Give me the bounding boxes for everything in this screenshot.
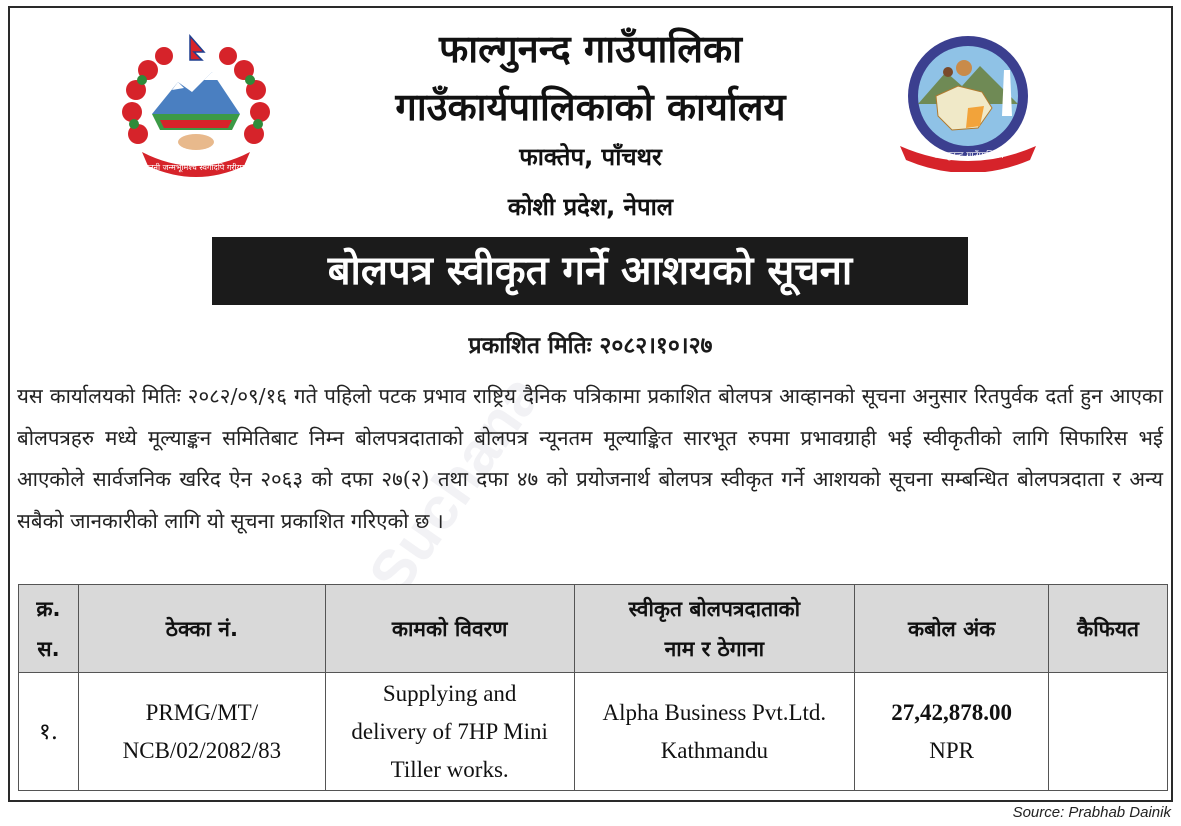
award-table: [18, 584, 1168, 791]
cell-sn: [19, 673, 79, 791]
cell-sn-text: १.: [38, 718, 59, 745]
cell-bidder: [574, 673, 855, 791]
published-date: प्रकाशित मितिः २०८२।१०।२७: [468, 333, 713, 359]
office-name: गाउँकार्यपालिकाको कार्यालय: [395, 85, 786, 129]
col-header-remarks: [1049, 585, 1168, 673]
cell-description: [325, 673, 574, 791]
office-location: फाक्तेप, पाँचथर: [519, 143, 662, 171]
cell-contract-no-text: PRMG/MT/ NCB/02/2082/83: [122, 699, 282, 763]
col-header-description-label: कामको विवरण: [391, 616, 508, 641]
emblem-motto: जननी जन्मभूमिश्च स्वर्गादपि गरीयसी: [143, 163, 249, 172]
col-header-bidder-label: स्वीकृत बोलपत्रदाताको नाम र ठेगाना: [628, 596, 801, 661]
col-header-sn-label: क्र. स.: [36, 596, 61, 661]
cell-bidder-text: Alpha Business Pvt.Ltd. Kathmandu: [602, 699, 827, 763]
table-row: [19, 673, 1168, 791]
cell-remarks: [1049, 673, 1168, 791]
cell-contract-no: [78, 673, 325, 791]
col-header-contract-no-label: ठेक्का नं.: [165, 616, 238, 641]
cell-description-text: Supplying and delivery of 7HP Mini Tiller works.: [351, 680, 548, 782]
col-header-bidder: [574, 585, 855, 673]
table-header-row: [19, 585, 1168, 673]
cell-amount: [855, 673, 1049, 791]
col-header-remarks-label: कैफियत: [1077, 616, 1139, 641]
notice-body: यस कार्यालयको मितिः २०८२/०९/१६ गते पहिलो पटक प्रभाव राष्ट्रिय दैनिक पत्रिकामा प्रकाशित बोलपत्र आव्हानको सूचना अनुसार रितपुर्वक दर्ता हुन आएका बोलपत्रहरु मध्ये मूल्याङ्कन समितिबाट निम्न बोलपत्रदाताको बोलपत्र न्यूनतम मूल्याङ्कित सारभूत रुपमा प्रभावग्राही भई स्वीकृतीको लागि सिफारिस भई आएकोले सार्वजनिक खरिद ऐन २०६३ को दफा २७(२) तथा दफा ४७ को प्रयोजनार्थ बोलपत्र स्वीकृत गर्ने आशयको सूचना सम्बन्धित बोलपत्रदाता र अन्य सबैको जानकारीको लागि यो सूचना प्रकाशित गरिएको छ ।: [17, 384, 1163, 533]
source-credit: Source: Prabhab Dainik: [1012, 804, 1171, 821]
col-header-amount-label: कबोल अंक: [907, 616, 996, 641]
col-header-description: [325, 585, 574, 673]
col-header-sn: [19, 585, 79, 673]
col-header-contract-no: [78, 585, 325, 673]
cell-amount-currency: NPR: [929, 737, 974, 763]
cell-amount-value: 27,42,878.00: [891, 699, 1012, 725]
notice-title-banner: बोलपत्र स्वीकृत गर्ने आशयको सूचना: [212, 237, 968, 305]
municipality-name: फाल्गुनन्द गाउँपालिका: [438, 27, 743, 71]
logo-ribbon-text: फाल्गुनन्द गाउँपालिका: [932, 151, 1004, 161]
province-country: कोशी प्रदेश, नेपाल: [507, 193, 674, 221]
col-header-amount: [855, 585, 1049, 673]
